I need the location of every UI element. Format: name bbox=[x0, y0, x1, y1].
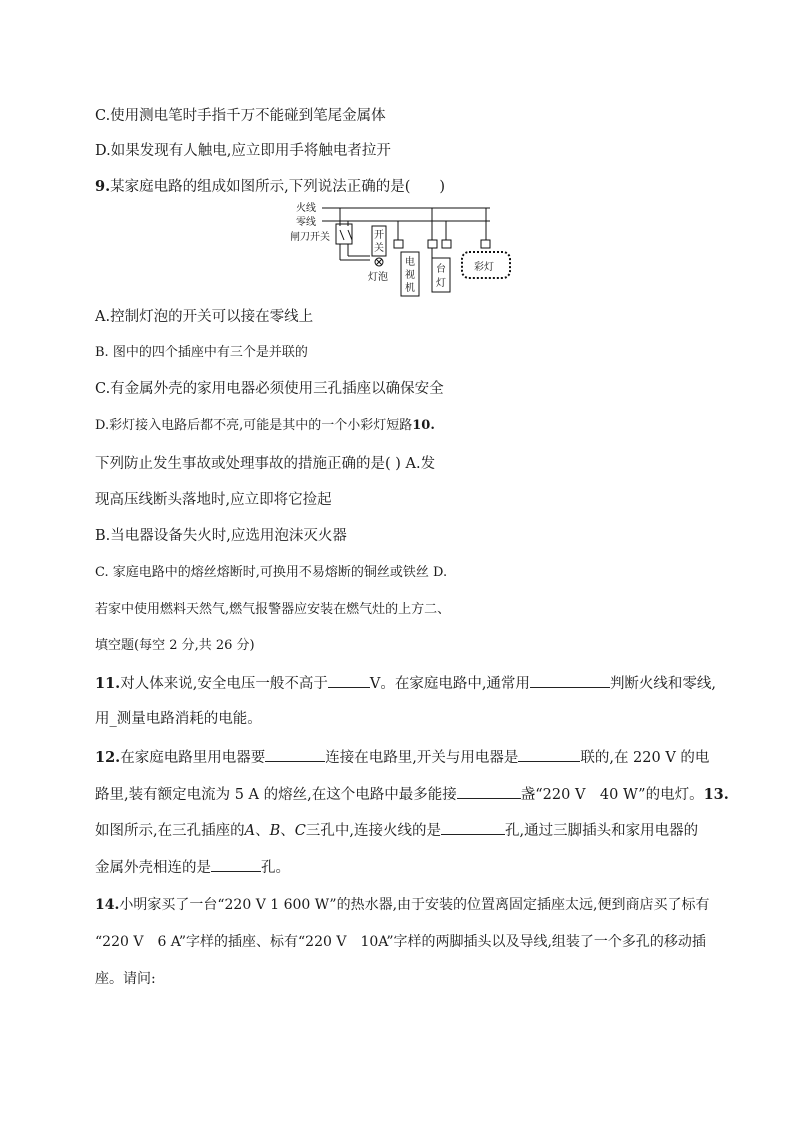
hole-a: A bbox=[244, 823, 256, 839]
q12-blank-3[interactable] bbox=[457, 784, 521, 799]
section-heading-fill-in: 填空题(每空 2 分,共 26 分) bbox=[95, 638, 255, 653]
socket-2 bbox=[428, 240, 437, 248]
label-tv-3: 机 bbox=[405, 283, 415, 294]
q9-stem bbox=[95, 177, 445, 197]
q10-option-c: C. 家庭电路中的熔丝熔断时,可换用不易熔断的铜丝或铁丝 D. bbox=[95, 565, 448, 580]
q13-sep-1: 、 bbox=[255, 823, 270, 839]
q12-line1 bbox=[95, 747, 709, 768]
q12-text-5: 盏“220 V 40 W”的电灯。 bbox=[520, 787, 704, 803]
q12-blank-1[interactable] bbox=[265, 747, 325, 762]
socket-4 bbox=[481, 240, 490, 248]
q9-option-d bbox=[95, 416, 435, 436]
label-knife-switch: 闸刀开关 bbox=[290, 232, 330, 243]
q13-text-5: 孔。 bbox=[261, 860, 290, 876]
label-switch-2: 关 bbox=[374, 243, 384, 254]
q11-number: 11. bbox=[95, 675, 121, 692]
q8-option-d: D.如果发现有人触电,应立即用手将触电者拉开 bbox=[95, 143, 391, 159]
q14-line1 bbox=[95, 895, 709, 915]
q11-text-2: V。在家庭电路中,通常用 bbox=[369, 676, 530, 692]
q12-text-1: 在家庭电路里用电器要 bbox=[120, 750, 266, 766]
q12-number: 12. bbox=[95, 749, 121, 766]
household-circuit-diagram bbox=[290, 200, 520, 304]
q9-option-c: C.有金属外壳的家用电器必须使用三孔插座以确保安全 bbox=[95, 381, 444, 397]
q13-number: 13. bbox=[703, 786, 729, 803]
label-tv-1: 电 bbox=[405, 257, 415, 268]
q13-blank-1[interactable] bbox=[441, 820, 505, 835]
q11-text-3: 判断火线和零线, bbox=[609, 676, 717, 692]
label-colored-lights: 彩灯 bbox=[474, 262, 494, 273]
q11-blank-2[interactable] bbox=[530, 673, 610, 688]
hole-c: C bbox=[294, 823, 306, 839]
q10-option-b: B.当电器设备失火时,应选用泡沫灭火器 bbox=[95, 528, 347, 544]
label-switch-1: 开 bbox=[374, 230, 384, 241]
label-tv-2: 视 bbox=[405, 270, 415, 281]
q8-option-c: C.使用测电笔时手指千万不能碰到笔尾金属体 bbox=[95, 108, 386, 124]
q10-option-d: 若家中使用燃料天然气,燃气报警器应安装在燃气灶的上方二、 bbox=[95, 602, 451, 617]
q10-stem-line1: 下列防止发生事故或处理事故的措施正确的是( ) A.发 bbox=[95, 456, 436, 472]
q12-blank-2[interactable] bbox=[518, 747, 580, 762]
q9-option-b: B. 图中的四个插座中有三个是并联的 bbox=[95, 345, 308, 360]
q13-text-2: 三孔中,连接火线的是 bbox=[305, 823, 441, 839]
q9-stem-text: 某家庭电路的组成如图所示,下列说法正确的是( ) bbox=[110, 179, 446, 195]
q11-line2: 用_测量电路消耗的电能。 bbox=[95, 711, 262, 727]
q13-text-3: 孔,通过三脚插头和家用电器的 bbox=[504, 823, 699, 839]
q11-line1 bbox=[95, 673, 716, 694]
q12-text-3: 联的,在 220 V 的电 bbox=[580, 750, 710, 766]
q14-text-1: 小明家买了一台“220 V 1 600 W”的热水器,由于安装的位置离固定插座太远,便到商店买了标有 bbox=[119, 897, 710, 913]
q13-sep-2: 、 bbox=[280, 823, 295, 839]
label-desk-lamp-1: 台 bbox=[436, 264, 446, 275]
label-bulb: 灯泡 bbox=[368, 272, 388, 283]
socket-3 bbox=[442, 240, 451, 248]
q9-option-a: A.控制灯泡的开关可以接在零线上 bbox=[95, 309, 314, 325]
q11-text-1: 对人体来说,安全电压一般不高于 bbox=[120, 676, 328, 692]
socket-1 bbox=[394, 240, 403, 248]
q13-text-4: 金属外壳相连的是 bbox=[95, 860, 211, 876]
q9-option-d-text: D.彩灯接入电路后都不亮,可能是其中的一个小彩灯短路 bbox=[95, 418, 413, 433]
hole-b: B bbox=[269, 823, 281, 839]
q13-line1 bbox=[95, 820, 698, 841]
q12-text-2: 连接在电路里,开关与用电器是 bbox=[325, 750, 519, 766]
label-live-wire: 火线 bbox=[296, 203, 316, 214]
q14-line2: “220 V 6 A”字样的插座、标有“220 V 10A”字样的两脚插头以及导线,组装了一个多孔的移动插 bbox=[95, 934, 706, 950]
q12-line2 bbox=[95, 784, 729, 805]
q10-stem-line2: 现高压线断头落地时,应立即将它捡起 bbox=[95, 492, 332, 508]
q13-line2 bbox=[95, 857, 290, 878]
q13-blank-2[interactable] bbox=[211, 857, 261, 872]
q11-blank-1[interactable] bbox=[328, 673, 370, 688]
q9-number: 9. bbox=[95, 178, 111, 195]
q14-number: 14. bbox=[95, 897, 120, 913]
q12-text-4: 路里,装有额定电流为 5 A 的熔丝,在这个电路中最多能接 bbox=[95, 787, 457, 803]
q14-line3: 座。请问: bbox=[95, 971, 156, 987]
label-neutral-wire: 零线 bbox=[296, 217, 316, 228]
q10-number: 10. bbox=[412, 418, 435, 433]
label-desk-lamp-2: 灯 bbox=[436, 278, 446, 289]
q13-text-1: 如图所示,在三孔插座的 bbox=[95, 823, 245, 839]
